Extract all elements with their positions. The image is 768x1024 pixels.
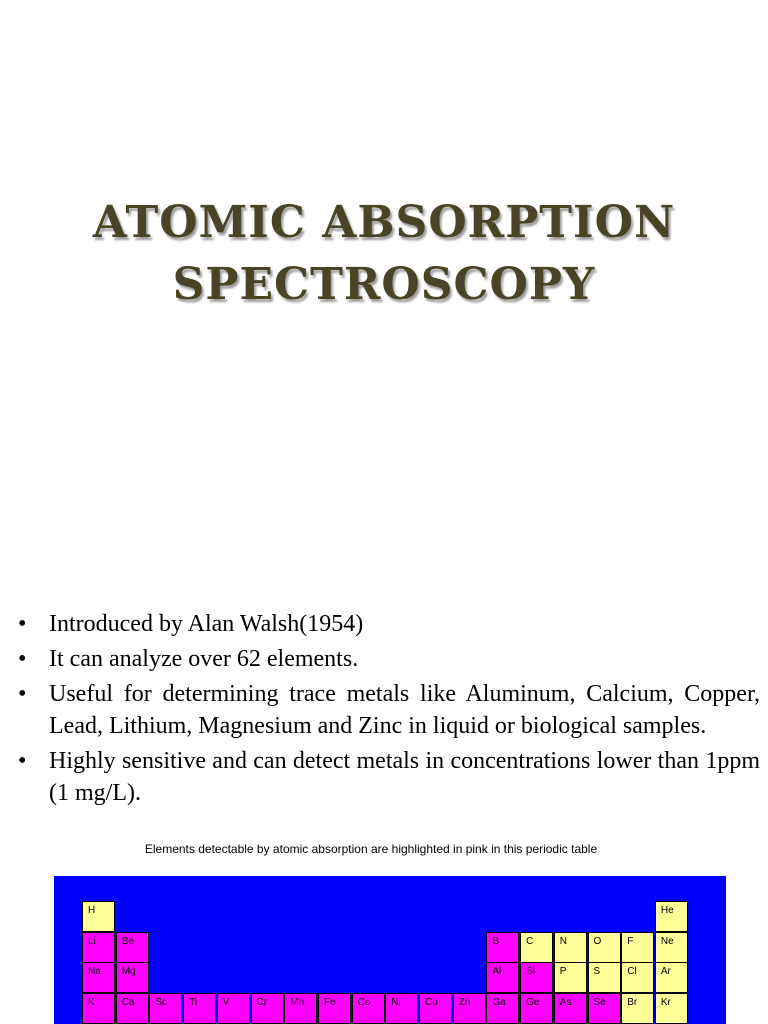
bullet-item [18,643,760,675]
bullet-marker: • [18,748,27,774]
element-cell-ca: Ca [116,993,149,1024]
element-cell-ti: Ti [183,993,216,1024]
element-cell-ar: Ar [655,962,688,993]
title-line-2: SPECTROSCOPY [172,259,596,310]
element-cell-zn: Zn [453,993,486,1024]
element-cell-s: S [588,962,621,993]
element-cell-cu: Cu [419,993,452,1024]
periodic-table [54,876,726,1024]
bullet-item [18,745,760,809]
periodic-table-caption: Elements detectable by atomic absorption are highlighted in pink in this periodic table [144,842,598,856]
element-cell-o: O [588,932,621,963]
element-cell-ne: Ne [655,932,688,963]
element-cell-v: V [217,993,250,1024]
bullet-list [18,608,760,812]
title-line-1: ATOMIC ABSORPTION [92,197,676,248]
bullet-text: Highly sensitive and can detect metals in concentrations lower than 1ppm (1 mg/L). [49,748,760,806]
element-cell-c: C [520,932,553,963]
element-cell-ga: Ga [486,993,519,1024]
slide-title [0,192,768,316]
element-cell-kr: Kr [655,993,688,1024]
element-cell-k: K [82,993,115,1024]
element-cell-b: B [486,932,519,963]
element-cell-h: H [82,901,115,932]
element-cell-br: Br [621,993,654,1024]
element-cell-al: Al [486,962,519,993]
element-cell-f: F [621,932,654,963]
element-cell-be: Be [116,932,149,963]
bullet-text: Introduced by Alan Walsh(1954) [49,611,364,637]
element-cell-cr: Cr [251,993,284,1024]
element-cell-na: Na [82,962,115,993]
bullet-marker: • [18,611,27,637]
element-cell-cl: Cl [621,962,654,993]
element-cell-he: He [655,901,688,932]
element-cell-si: Si [520,962,553,993]
element-cell-ge: Ge [520,993,553,1024]
element-cell-se: Se [588,993,621,1024]
element-cell-ni: Ni [385,993,418,1024]
bullet-text: Useful for determining trace metals like Aluminum, Calcium, Copper, Lead, Lithium, Magnesium and Zinc in liquid or biological samples. [49,681,760,739]
element-cell-n: N [554,932,587,963]
bullet-item [18,608,760,640]
element-cell-co: Co [352,993,385,1024]
element-cell-p: P [554,962,587,993]
element-cell-fe: Fe [318,993,351,1024]
element-cell-sc: Sc [149,993,182,1024]
element-cell-mg: Mg [116,962,149,993]
bullet-marker: • [18,681,27,707]
bullet-marker: • [18,646,27,672]
element-cell-li: Li [82,932,115,963]
bullet-item [18,678,760,742]
element-cell-mn: Mn [284,993,317,1024]
element-cell-as: As [554,993,587,1024]
bullet-text: It can analyze over 62 elements. [49,646,359,672]
